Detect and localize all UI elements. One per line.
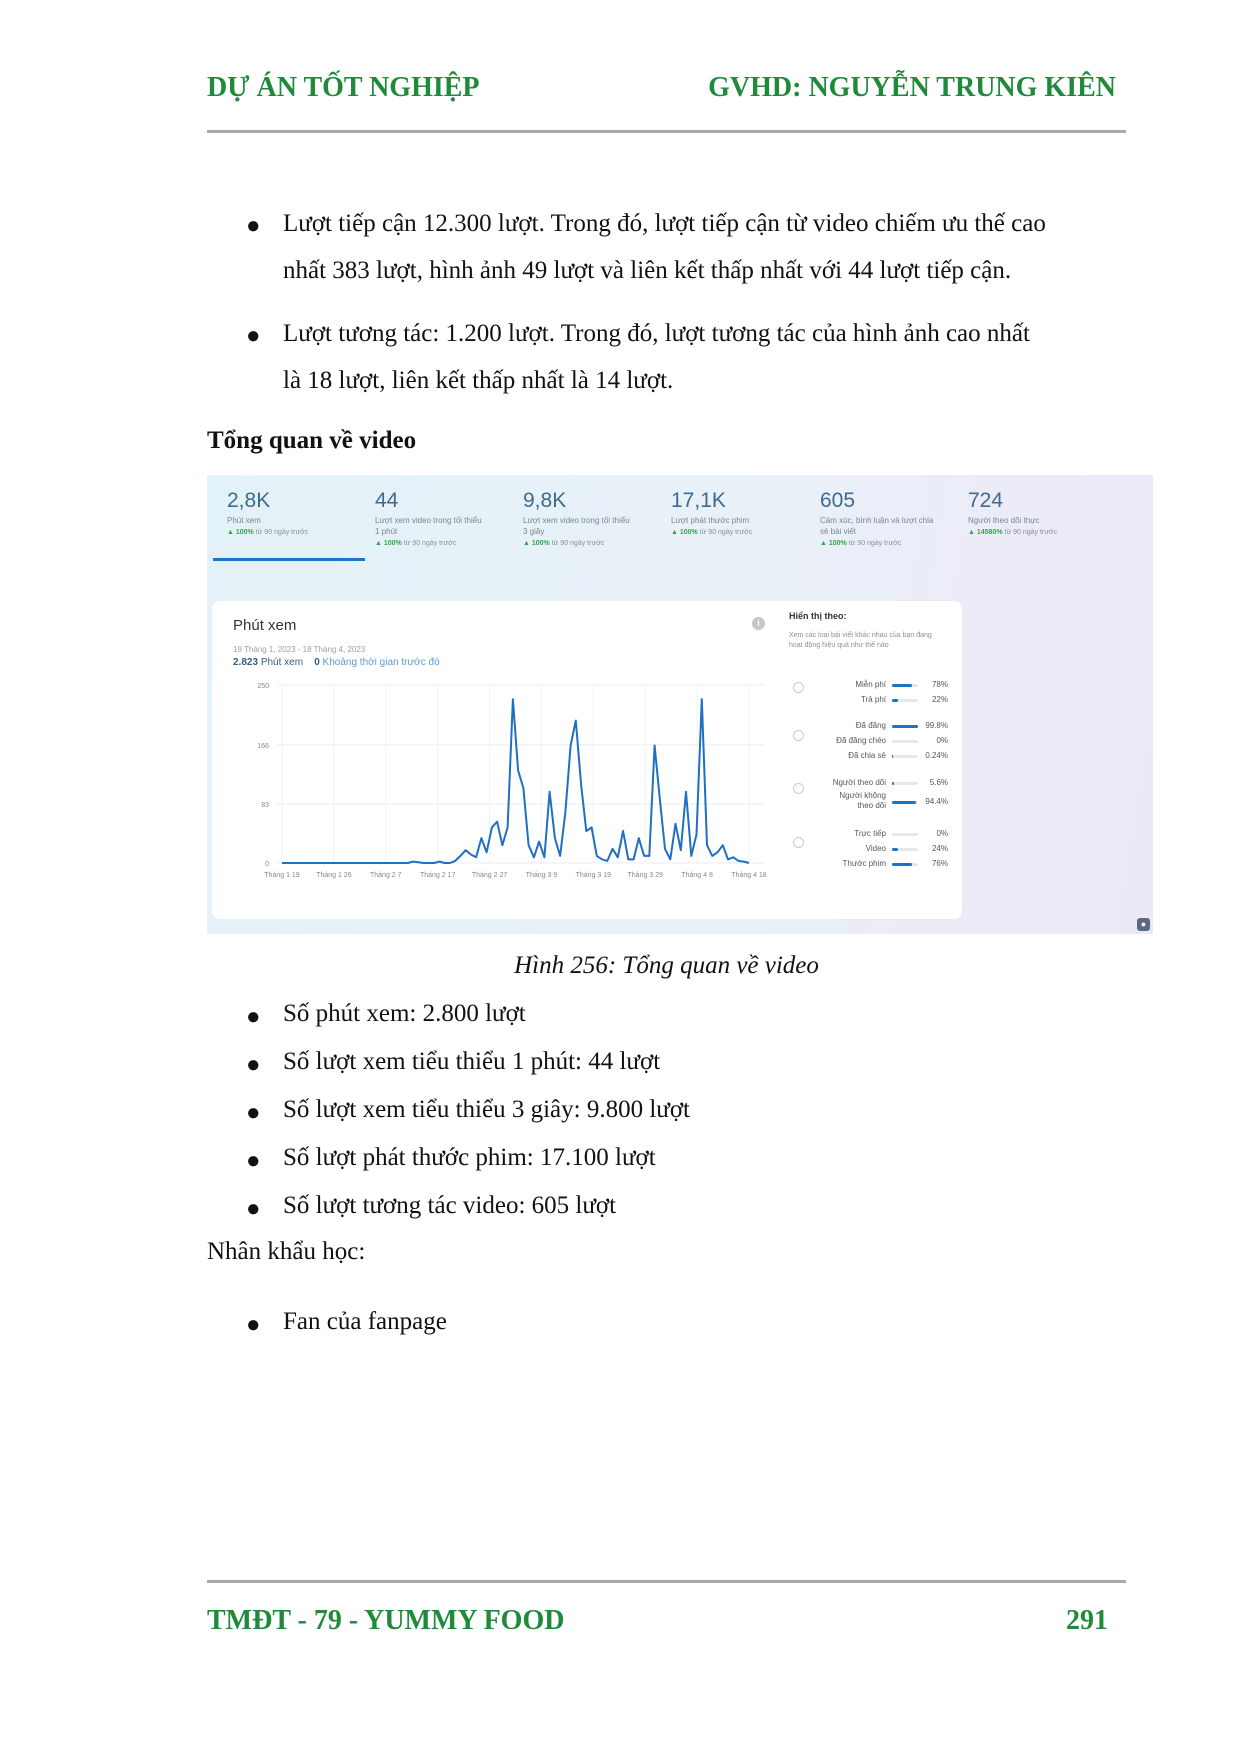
option-percent: 22% <box>931 695 948 704</box>
bullet-line: là 18 lượt, liên kết thấp nhất là 14 lượt. <box>283 367 674 394</box>
bullet-dot: ● <box>246 1148 261 1174</box>
y-tick-label: 0 <box>265 861 269 868</box>
option-label: Video <box>865 844 886 853</box>
y-tick-label: 83 <box>261 801 269 809</box>
option-bar-fill <box>892 725 918 728</box>
footer-divider <box>207 1580 1126 1583</box>
side-title: Hiển thị theo: <box>789 611 847 621</box>
metric-label: Cảm xúc, bình luận và lượt chia sẻ bài viết <box>820 516 934 536</box>
y-tick-label: 166 <box>257 742 269 750</box>
option-bar <box>892 848 918 851</box>
radio-format[interactable] <box>793 837 804 848</box>
radio-followers[interactable] <box>793 783 804 794</box>
chart-title: Phút xem <box>233 617 297 634</box>
x-tick-label: Tháng 3 29 <box>627 872 663 879</box>
metric-change: ▲ 100% từ 90 ngày trước <box>820 540 902 547</box>
option-label: Trực tiếp <box>854 829 886 838</box>
option-label: Miễn phí <box>855 680 886 689</box>
bullet-text: Số lượt tương tác video: 605 lượt <box>283 1192 617 1219</box>
x-tick-label: Tháng 3 9 <box>525 872 558 879</box>
metric-card[interactable] <box>820 489 935 547</box>
option-bar <box>892 782 918 785</box>
x-tick-label: Tháng 1 26 <box>316 872 352 879</box>
metric-card[interactable] <box>375 489 485 547</box>
x-tick-label: Tháng 2 17 <box>419 872 456 879</box>
option-label: Trả phí <box>860 695 886 704</box>
option-bar <box>892 833 918 836</box>
bullet-text: Số lượt xem tiểu thiểu 1 phút: 44 lượt <box>283 1048 661 1075</box>
radio-post-type[interactable] <box>793 730 804 741</box>
bullet-dot: ● <box>246 1100 261 1126</box>
option-percent: 0% <box>936 829 948 838</box>
option-bar-fill <box>892 782 894 785</box>
x-tick-label: Tháng 4 18 <box>731 872 767 879</box>
option-percent: 99.8% <box>925 721 948 730</box>
metric-change: ▲ 100% từ 90 ngày trước <box>523 540 605 547</box>
bullet-text: Số lượt phát thước phim: 17.100 lượt <box>283 1144 656 1171</box>
bullet-dot: ● <box>246 1312 261 1338</box>
option-bar <box>892 863 918 866</box>
metric-label: Lượt phát thước phim <box>671 516 750 525</box>
side-description: Xem các loại bài viết khác nhau của bạn đang hoạt động hiệu quả như thế nào <box>789 632 932 649</box>
option-label: Người theo dõi <box>832 778 886 787</box>
metric-card[interactable] <box>523 489 633 547</box>
metric-change: ▲ 100% từ 90 ngày trước <box>671 529 753 536</box>
metric-label: Phút xem <box>227 516 261 525</box>
option-percent: 5.6% <box>929 778 948 787</box>
bullet-dot: ● <box>246 1004 261 1030</box>
metric-card[interactable] <box>671 489 781 536</box>
metric-value: 605 <box>820 489 856 512</box>
footer-project: TMĐT - 79 - YUMMY FOOD <box>207 1605 565 1636</box>
summary-row: 2.823 Phút xem 0 Khoảng thời gian trước đó <box>233 657 440 668</box>
x-tick-label: Tháng 3 19 <box>575 872 612 879</box>
option-label: Thước phim <box>842 859 886 868</box>
option-bar <box>892 755 918 758</box>
option-bar-fill <box>892 863 912 866</box>
page-number: 291 <box>1066 1605 1108 1636</box>
watch-time-line-chart <box>252 673 772 898</box>
y-tick-label: 250 <box>257 683 269 690</box>
metric-value: 9,8K <box>523 489 567 512</box>
globe-icon[interactable]: ● <box>1137 918 1150 931</box>
display-by-panel <box>782 601 968 919</box>
option-percent: 0% <box>936 736 948 745</box>
option-bar-fill <box>892 699 898 702</box>
bullet-dot: ● <box>246 213 261 239</box>
demographics-label: Nhân khẩu học: <box>207 1238 366 1265</box>
metric-change: ▲ 100% từ 90 ngày trước <box>227 529 309 536</box>
bullet-text: Số phút xem: 2.800 lượt <box>283 1000 526 1027</box>
option-bar-fill <box>892 755 893 758</box>
metric-change: ▲ 100% từ 90 ngày trước <box>375 540 457 547</box>
bullet-text: Số lượt xem tiểu thiểu 3 giây: 9.800 lượt <box>283 1096 690 1123</box>
metric-change: ▲ 14580% từ 90 ngày trước <box>968 529 1058 536</box>
option-label: Đã đăng <box>855 721 886 730</box>
active-tab-indicator <box>213 558 365 561</box>
bullet-text: Fan của fanpage <box>283 1308 447 1335</box>
video-overview-screenshot <box>207 475 1153 934</box>
option-bar <box>892 725 918 728</box>
metric-value: 724 <box>968 489 1004 512</box>
option-bar-fill <box>892 848 898 851</box>
option-label: Đã đăng chéo <box>836 736 886 745</box>
option-bar <box>892 740 918 743</box>
bullet-dot: ● <box>246 1052 261 1078</box>
metric-label: Người theo dõi thực <box>968 516 1040 525</box>
option-percent: 76% <box>931 859 948 868</box>
bullet-text <box>283 200 1046 294</box>
figure-caption: Hình 256: Tổng quan về video <box>514 952 819 979</box>
header-divider <box>207 130 1126 133</box>
bullet-line: nhất 383 lượt, hình ảnh 49 lượt và liên kết thấp nhất với 44 lượt tiếp cận. <box>283 257 1012 284</box>
series-line-phut-xem <box>282 699 749 863</box>
date-range: 19 Tháng 1, 2023 - 18 Tháng 4, 2023 <box>233 645 366 654</box>
header-title: DỰ ÁN TỐT NGHIỆP <box>207 72 480 103</box>
option-bar-fill <box>892 684 912 687</box>
metric-label: Lượt xem video trong tối thiểu 1 phút <box>375 516 482 536</box>
option-label: Người không theo dõi <box>839 791 886 810</box>
option-bar <box>892 684 918 687</box>
bullet-dot: ● <box>246 1196 261 1222</box>
x-tick-label: Tháng 2 27 <box>471 872 508 879</box>
bullet-line: Lượt tiếp cận 12.300 lượt. Trong đó, lượt tiếp cận từ video chiếm ưu thế cao <box>283 210 1046 237</box>
option-percent: 0.24% <box>925 751 948 760</box>
x-tick-label: Tháng 2 7 <box>370 872 402 879</box>
option-bar <box>892 801 918 804</box>
x-tick-label: Tháng 1 19 <box>264 872 300 879</box>
option-label: Đã chia sẻ <box>848 751 886 760</box>
metric-value: 17,1K <box>671 489 726 512</box>
option-bar-fill <box>892 801 916 804</box>
option-percent: 78% <box>931 680 948 689</box>
option-bar <box>892 699 918 702</box>
header-advisor: GVHD: NGUYỄN TRUNG KIÊN <box>708 72 1116 103</box>
radio-paid-free[interactable] <box>793 682 804 693</box>
option-percent: 94.4% <box>925 797 948 806</box>
x-tick-label: Tháng 4 8 <box>681 872 713 879</box>
metric-value: 44 <box>375 489 399 512</box>
info-icon[interactable]: i <box>752 617 765 630</box>
metric-card[interactable] <box>968 489 1098 536</box>
bullet-text <box>283 310 1030 404</box>
bullet-dot: ● <box>246 323 261 349</box>
metric-label: Lượt xem video trong tối thiểu 3 giây <box>523 516 630 536</box>
option-percent: 24% <box>931 844 948 853</box>
metric-value: 2,8K <box>227 489 271 512</box>
section-heading: Tổng quan về video <box>207 427 417 454</box>
bullet-line: Lượt tương tác: 1.200 lượt. Trong đó, lượt tương tác của hình ảnh cao nhất <box>283 320 1030 347</box>
metric-card[interactable] <box>227 489 367 536</box>
